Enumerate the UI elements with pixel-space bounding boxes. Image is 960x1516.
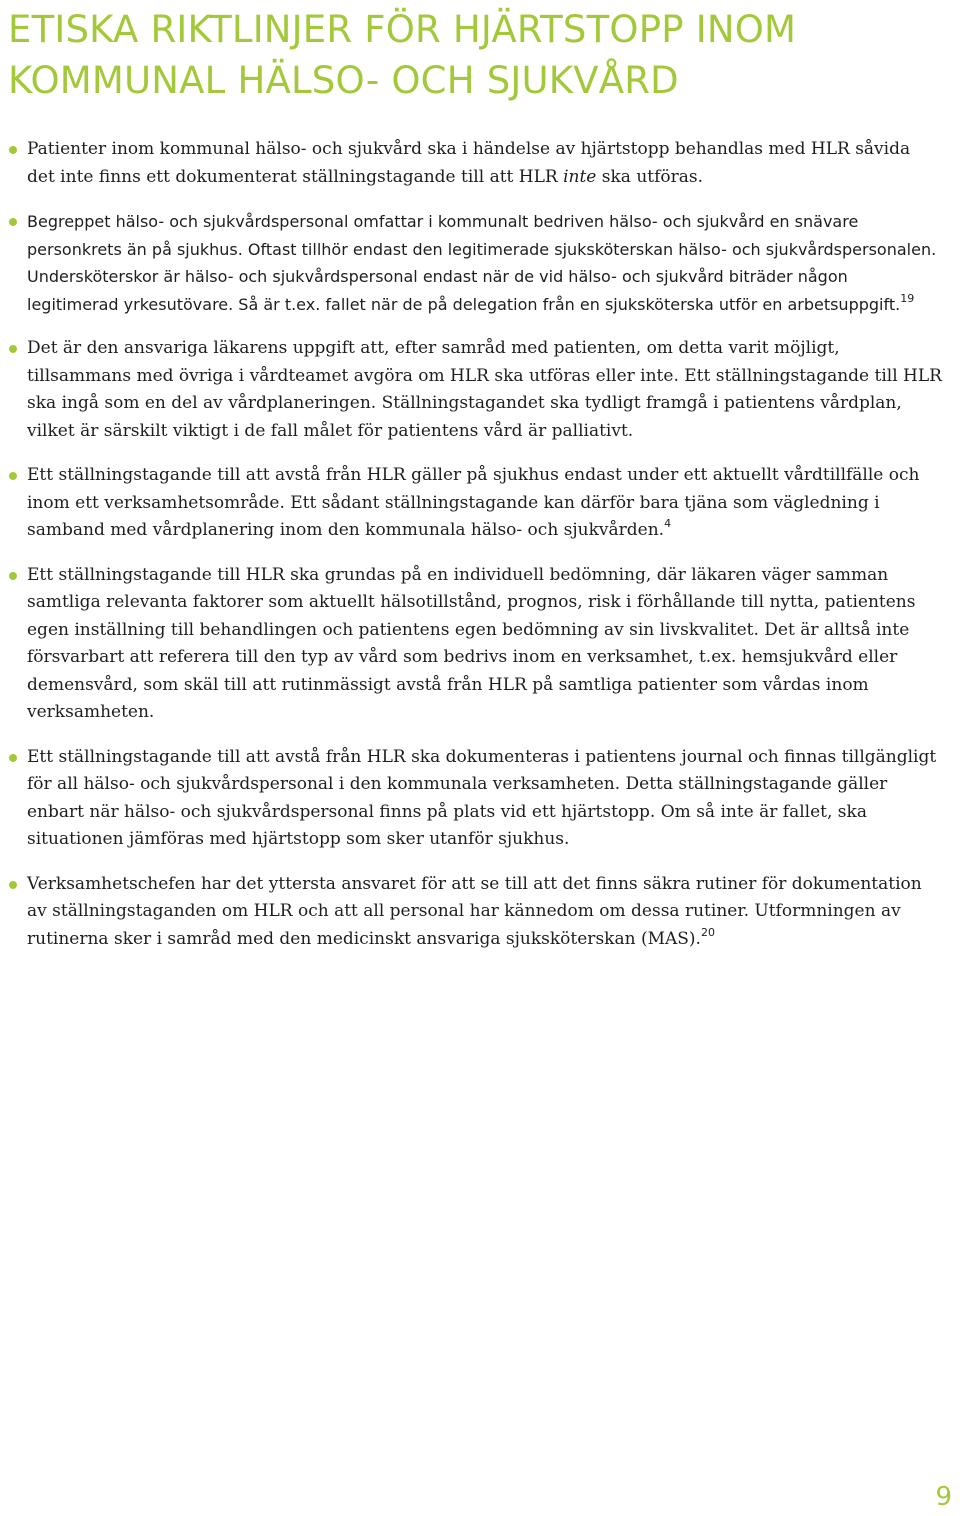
bullet-dot-icon [9, 218, 17, 226]
guideline-item [0, 462, 960, 545]
guideline-text: Det är den ansvariga läkarens uppgift att, efter samråd med patienten, om detta varit möjligt, tillsammans med övriga i vårdteamet avgöra om HLR ska utföras eller inte. Ett ställningstagande till HLR ska ingå som en del av vårdplaneringen. Ställningstagandet ska tydligt framgå i patientens vårdplan, vilket är särskilt viktigt i de fall målet för patientens vård är palliativt. [27, 338, 942, 441]
guideline-item [0, 136, 960, 191]
guideline-item [0, 871, 960, 954]
guideline-emphasis: inte [563, 166, 597, 187]
guideline-item [0, 208, 960, 318]
guideline-text: Ett ställningstagande till att avstå från HLR ska dokumenteras i patientens journal och finnas tillgängligt för all hälso- och sjukvårdspersonal i den kommunala verksamheten. Detta ställningstagande gäller enbart när hälso- och sjukvårdspersonal finns på plats vid ett hjärtstopp. Om så inte är fallet, ska situationen jämföras med hjärtstopp som sker utanför sjukhus. [27, 746, 937, 849]
bullet-dot-icon [9, 881, 17, 889]
page-title [8, 4, 796, 106]
bullet-dot-icon [9, 754, 17, 762]
guideline-text-end: ska utföras. [596, 166, 704, 187]
page-number: 9 [935, 1482, 952, 1512]
guideline-text: Ett ställningstagande till att avstå från HLR gäller på sjukhus endast under ett aktuellt vårdtillfälle och inom ett verksamhetsområde. Ett sådant ställningstagande kan därför bara tjäna som vägledning i samband med vårdplanering inom den kommunala hälso- och sjukvården. [27, 465, 920, 540]
bullet-dot-icon [9, 472, 17, 480]
guideline-list [0, 136, 960, 953]
footnote-ref: 4 [664, 517, 672, 530]
guideline-item [0, 335, 960, 445]
bullet-dot-icon [9, 345, 17, 353]
guideline-item [0, 744, 960, 854]
page-title-line-1: ETISKA RIKTLINJER FÖR HJÄRTSTOPP INOM [8, 8, 797, 51]
guideline-text: Verksamhetschefen har det yttersta ansvaret för att se till att det finns säkra rutiner för dokumentation av ställningstaganden om HLR och att all personal har kännedom om dessa rutiner. Utformningen av rutinerna sker i samråd med den medicinskt ansvariga sjuksköterskan (MAS). [27, 873, 922, 949]
page-title-line-2: KOMMUNAL HÄLSO- OCH SJUKVÅRD [8, 59, 679, 102]
guideline-item [0, 562, 960, 727]
guideline-text: Ett ställningstagande till HLR ska grundas på en individuell bedömning, där läkaren väger samman samtliga relevanta faktorer som aktuellt hälsotillstånd, prognos, risk i förhållande till nytta, patientens egen inställning till behandlingen och patientens egen bedömning av sin livskvalitet. Det är alltså inte försvarbart att referera till den typ av vård som bedrivs inom en verksamhet, t.ex. hemsjukvård eller demensvård, som skäl till att rutinmässigt avstå från HLR på samtliga patienter som vårdas inom verksamheten. [27, 564, 916, 722]
guideline-text: Begreppet hälso- och sjukvårdspersonal omfattar i kommunalt bedriven hälso- och sjukvård en snävare personkrets än på sjukhus. Oftast tillhör endast den legitimerade sjuksköterskan hälso- och sjukvårdspersonalen. Undersköterskor är hälso- och sjukvårdspersonal endast när de vid hälso- och sjukvård biträder någon legitimerad yrkesutövare. Så är t.ex. fallet när de på delegation från en sjuksköterska utför en arbetsuppgift. [27, 212, 937, 314]
bullet-dot-icon [9, 146, 17, 154]
guideline-text: Patienter inom kommunal hälso- och sjukvård ska i händelse av hjärtstopp behandlas med HLR såvida det inte finns ett dokumenterat ställningstagande till att HLR [27, 139, 911, 187]
footnote-ref: 19 [900, 291, 915, 305]
bullet-dot-icon [9, 572, 17, 580]
footnote-ref: 20 [700, 925, 715, 939]
